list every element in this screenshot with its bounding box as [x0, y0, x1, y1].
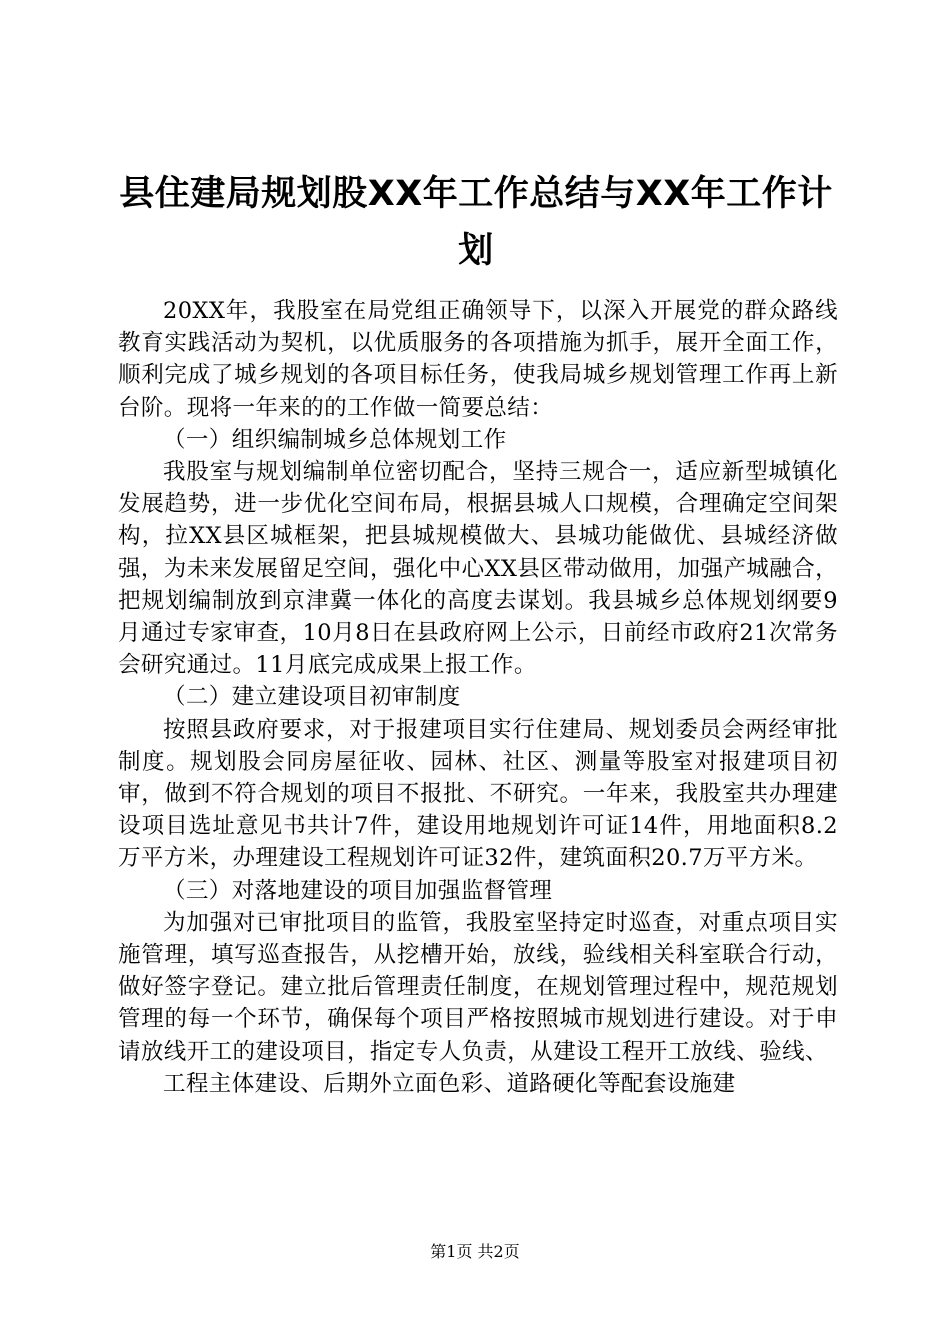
- section-3-continuation: 工程主体建设、后期外立面色彩、道路硬化等配套设施建: [163, 1070, 736, 1097]
- intro-paragraph: 20XX年，我股室在局党组正确领导下，以深入开展党的群众路线教育实践活动为契机，以优质服务的各项措施为抓手，展开全面工作，顺利完成了城乡规划的各项目标任务，使我局城乡规划管理工作再上新台阶。现将一年来的的工作做一简要总结：: [118, 298, 838, 421]
- document-title: 县住建局规划股XX年工作总结与XX年工作计划: [119, 174, 833, 271]
- section-1-paragraph: 我股室与规划编制单位密切配合，坚持三规合一，适应新型城镇化发展趋势，进一步优化空间布局，根据县城人口规模，合理确定空间架构，拉XX县区城框架，把县城规模做大、县城功能做优、县城经济做强，为未来发展留足空间，强化中心XX县区带动做用，加强产城融合，把规划编制放到京津冀一体化的高度去谋划。我县城乡总体规划纲要9月通过专家审查，10月8日在县政府网上公示，日前经市政府21次常务会研究通过。11月底完成成果上报工作。: [118, 459, 838, 679]
- page-number: 第1页 共2页: [430, 1242, 520, 1261]
- document-body: [118, 295, 838, 1100]
- section-2-paragraph: 按照县政府要求，对于报建项目实行住建局、规划委员会两经审批制度。规划股会同房屋征收、园林、社区、测量等股室对报建项目初审，做到不符合规划的项目不报批、不研究。一年来，我股室共办理建设项目选址意见书共计7件，建设用地规划许可证14件，用地面积8.2万平方米，办理建设工程规划许可证32件，建筑面积20.7万平方米。: [118, 716, 838, 872]
- section-heading-2: （二）建立建设项目初审制度: [163, 684, 461, 711]
- section-3-paragraph: 为加强对已审批项目的监管，我股室坚持定时巡查，对重点项目实施管理，填写巡查报告，从挖槽开始，放线，验线相关科室联合行动，做好签字登记。建立批后管理责任制度，在规划管理过程中，规范规划管理的每一个环节，确保每个项目严格按照城市规划进行建设。对于申请放线开工的建设项目，指定专人负责，从建设工程开工放线、验线、: [118, 909, 838, 1065]
- section-heading-1: （一）组织编制城乡总体规划工作: [163, 426, 507, 453]
- section-heading-3: （三）对落地建设的项目加强监督管理: [163, 877, 553, 904]
